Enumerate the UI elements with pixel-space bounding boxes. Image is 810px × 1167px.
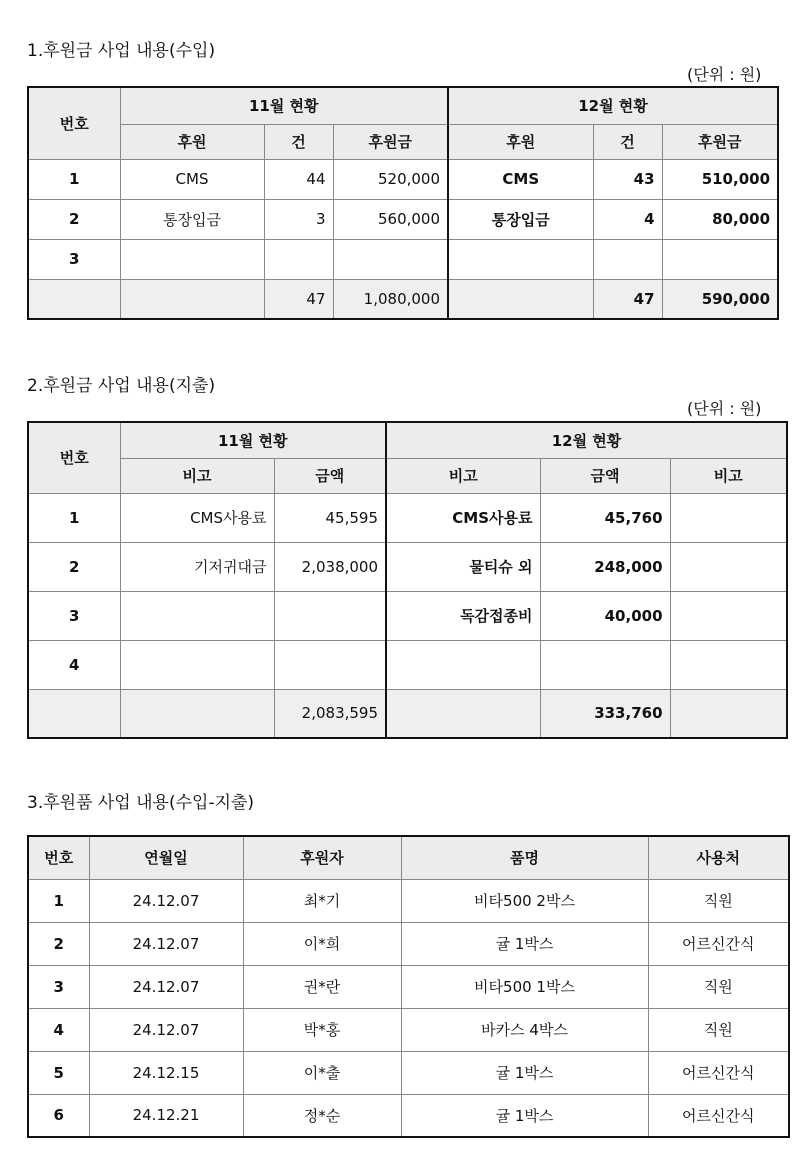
- dec-note-header: 비고: [386, 458, 540, 493]
- total-empty-cell: [670, 689, 787, 738]
- dec-amount: 45,760: [540, 493, 670, 542]
- dec-status-header: 12월 현황: [448, 87, 778, 124]
- nov-total-count: 47: [264, 279, 333, 319]
- table-row: [28, 159, 778, 199]
- nov-sponsor: 통장입금: [120, 199, 264, 239]
- nov-note: [120, 591, 274, 640]
- row-donor: 이*출: [243, 1051, 401, 1094]
- dec-count: 43: [593, 159, 662, 199]
- row-no: 5: [28, 1051, 89, 1094]
- dec-note: [386, 640, 540, 689]
- total-label-cell: [28, 279, 120, 319]
- nov-amount-header: 후원금: [333, 124, 448, 159]
- row-donor: 이*희: [243, 922, 401, 965]
- row-usage: 어르신간식: [648, 1094, 789, 1137]
- table-row: [28, 1051, 789, 1094]
- nov-count: 44: [264, 159, 333, 199]
- dec-total-amount: 590,000: [662, 279, 778, 319]
- section2-unit: (단위 : 원): [687, 399, 762, 418]
- nov-note: 기저귀대금: [120, 542, 274, 591]
- dec-note: 물티슈 외: [386, 542, 540, 591]
- row-item: 바카스 4박스: [401, 1008, 648, 1051]
- section1-unit: (단위 : 원): [687, 65, 762, 84]
- income-table: [27, 86, 779, 320]
- dec-amount: 510,000: [662, 159, 778, 199]
- nov-amount: 2,038,000: [274, 542, 386, 591]
- row-usage: 직원: [648, 1008, 789, 1051]
- table-row: [28, 542, 787, 591]
- nov-sponsor: [120, 239, 264, 279]
- row-donor: 정*순: [243, 1094, 401, 1137]
- row-no: 1: [28, 493, 120, 542]
- row-no: 1: [28, 159, 120, 199]
- row-item: 비타500 1박스: [401, 965, 648, 1008]
- dec-count: [593, 239, 662, 279]
- nov-amount: 520,000: [333, 159, 448, 199]
- dec-note: CMS사용료: [386, 493, 540, 542]
- col-donor-header: 후원자: [243, 836, 401, 879]
- expense-table: [27, 421, 788, 739]
- total-row: [28, 689, 787, 738]
- row-usage: 직원: [648, 879, 789, 922]
- col-date-header: 연월일: [89, 836, 243, 879]
- table-row: [28, 199, 778, 239]
- row-usage: 직원: [648, 965, 789, 1008]
- row-item: 비타500 2박스: [401, 879, 648, 922]
- total-empty-cell: [120, 689, 274, 738]
- row-no: 4: [28, 1008, 89, 1051]
- nov-note: [120, 640, 274, 689]
- row-item: 귤 1박스: [401, 1094, 648, 1137]
- table-row: [28, 965, 789, 1008]
- nov-sponsor: CMS: [120, 159, 264, 199]
- section3-title: 3.후원품 사업 내용(수입-지출): [27, 793, 255, 813]
- dec-sponsor: CMS: [448, 159, 593, 199]
- total-empty-cell: [386, 689, 540, 738]
- dec-status-header: 12월 현황: [386, 422, 787, 458]
- dec-count: 4: [593, 199, 662, 239]
- nov-amount: [333, 239, 448, 279]
- row-date: 24.12.21: [89, 1094, 243, 1137]
- row-date: 24.12.07: [89, 965, 243, 1008]
- row-no: 1: [28, 879, 89, 922]
- row-donor: 박*홍: [243, 1008, 401, 1051]
- nov-count: [264, 239, 333, 279]
- row-date: 24.12.07: [89, 1008, 243, 1051]
- col-no-header: 번호: [28, 836, 89, 879]
- remark-header: 비고: [670, 458, 787, 493]
- dec-amount: 80,000: [662, 199, 778, 239]
- section1-title: 1.후원금 사업 내용(수입): [27, 41, 216, 61]
- table-row: [28, 1094, 789, 1137]
- dec-total-count: 47: [593, 279, 662, 319]
- table-row: [28, 922, 789, 965]
- dec-total-amount: 333,760: [540, 689, 670, 738]
- row-no: 3: [28, 591, 120, 640]
- nov-amount: 45,595: [274, 493, 386, 542]
- table-row: [28, 239, 778, 279]
- dec-sponsor: [448, 239, 593, 279]
- col-usage-header: 사용처: [648, 836, 789, 879]
- nov-total-amount: 2,083,595: [274, 689, 386, 738]
- table-row: [28, 493, 787, 542]
- row-no: 2: [28, 542, 120, 591]
- remark: [670, 640, 787, 689]
- nov-count: 3: [264, 199, 333, 239]
- row-date: 24.12.07: [89, 879, 243, 922]
- row-usage: 어르신간식: [648, 922, 789, 965]
- row-no: 2: [28, 922, 89, 965]
- col-no-header: 번호: [28, 422, 120, 493]
- nov-count-header: 건: [264, 124, 333, 159]
- dec-amount-header: 금액: [540, 458, 670, 493]
- row-date: 24.12.07: [89, 922, 243, 965]
- row-no: 2: [28, 199, 120, 239]
- remark: [670, 542, 787, 591]
- nov-total-amount: 1,080,000: [333, 279, 448, 319]
- row-donor: 최*기: [243, 879, 401, 922]
- dec-amount: [540, 640, 670, 689]
- row-item: 귤 1박스: [401, 1051, 648, 1094]
- dec-sponsor-header: 후원: [448, 124, 593, 159]
- total-empty-cell: [448, 279, 593, 319]
- nov-note: CMS사용료: [120, 493, 274, 542]
- row-no: 6: [28, 1094, 89, 1137]
- table-row: [28, 640, 787, 689]
- row-no: 4: [28, 640, 120, 689]
- row-usage: 어르신간식: [648, 1051, 789, 1094]
- nov-sponsor-header: 후원: [120, 124, 264, 159]
- nov-amount-header: 금액: [274, 458, 386, 493]
- total-row: [28, 279, 778, 319]
- row-no: 3: [28, 965, 89, 1008]
- col-item-header: 품명: [401, 836, 648, 879]
- section2-title: 2.후원금 사업 내용(지출): [27, 376, 216, 396]
- total-label-cell: [28, 689, 120, 738]
- nov-note-header: 비고: [120, 458, 274, 493]
- table-row: [28, 879, 789, 922]
- table-row: [28, 591, 787, 640]
- donation-goods-table: [27, 835, 790, 1138]
- row-date: 24.12.15: [89, 1051, 243, 1094]
- nov-amount: [274, 591, 386, 640]
- row-no: 3: [28, 239, 120, 279]
- nov-status-header: 11월 현황: [120, 422, 386, 458]
- dec-sponsor: 통장입금: [448, 199, 593, 239]
- nov-amount: 560,000: [333, 199, 448, 239]
- col-no-header: 번호: [28, 87, 120, 159]
- total-empty-cell: [120, 279, 264, 319]
- row-donor: 권*란: [243, 965, 401, 1008]
- dec-count-header: 건: [593, 124, 662, 159]
- nov-amount: [274, 640, 386, 689]
- dec-amount-header: 후원금: [662, 124, 778, 159]
- dec-amount: 40,000: [540, 591, 670, 640]
- dec-note: 독감접종비: [386, 591, 540, 640]
- dec-amount: 248,000: [540, 542, 670, 591]
- row-item: 귤 1박스: [401, 922, 648, 965]
- remark: [670, 493, 787, 542]
- remark: [670, 591, 787, 640]
- dec-amount: [662, 239, 778, 279]
- nov-status-header: 11월 현황: [120, 87, 448, 124]
- table-row: [28, 1008, 789, 1051]
